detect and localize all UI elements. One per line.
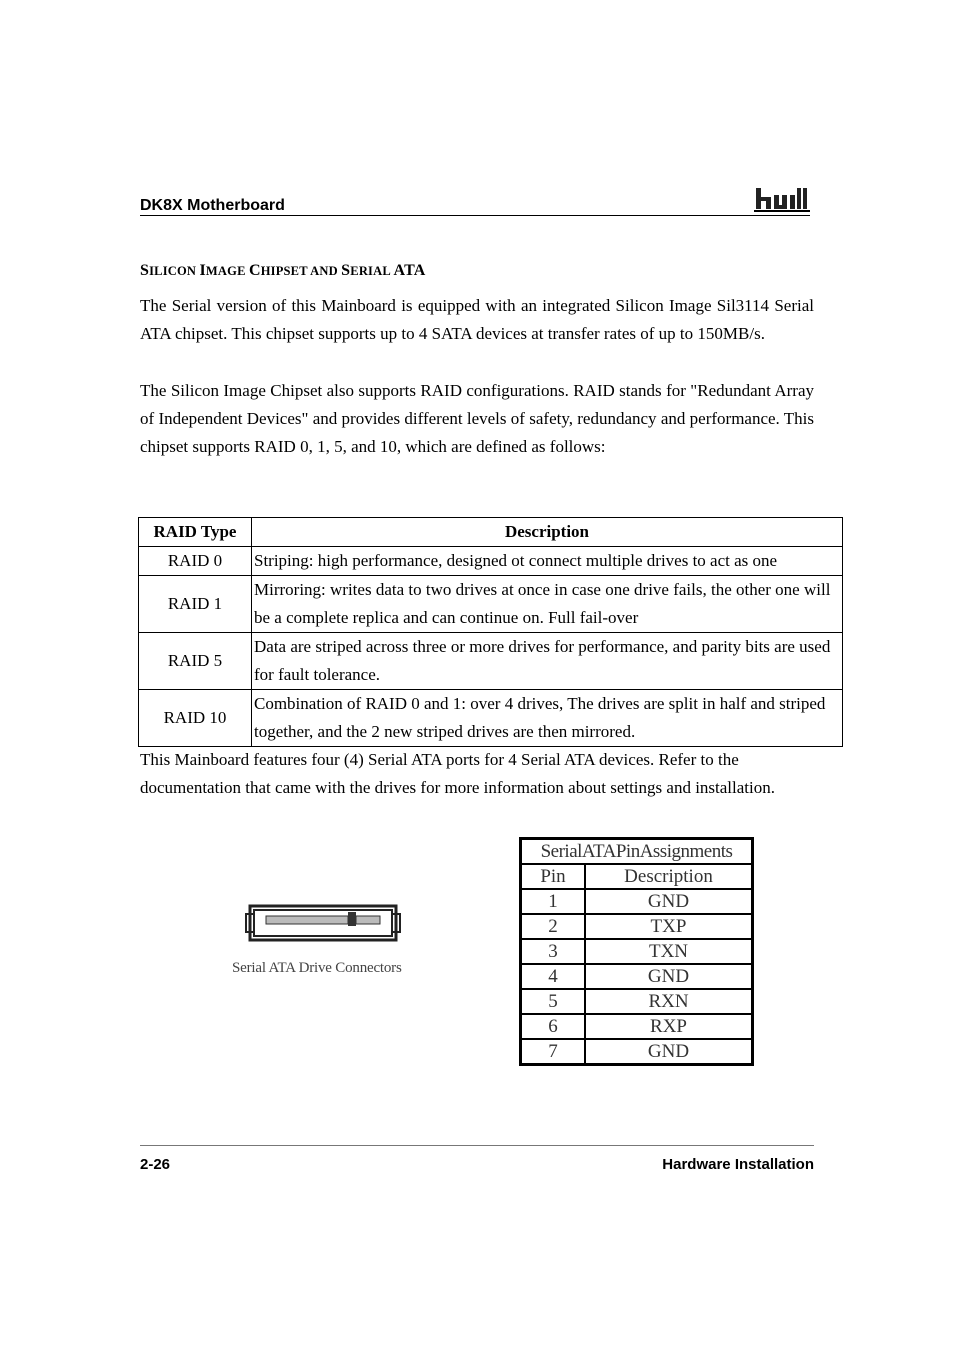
- pin-table-title-row: [521, 839, 753, 865]
- raid-type-header: RAID Type: [139, 518, 252, 547]
- raid-description-cell: Data are striped across three or more drives for performance, and parity bits are used for fault tolerance.: [252, 633, 843, 690]
- sata-paragraph: This Mainboard features four (4) Serial ATA ports for 4 Serial ATA devices. Refer to the documentation that came with the drives for more information about settings and installation.: [140, 750, 775, 797]
- pin-description: GND: [585, 1039, 753, 1065]
- section-title: [140, 262, 426, 280]
- raid-type-cell: RAID 5: [139, 633, 252, 690]
- raid-table-header: [139, 518, 843, 547]
- pin-description-header: Description: [585, 864, 753, 889]
- pin-description: RXN: [585, 989, 753, 1014]
- brand-logo: [754, 186, 810, 212]
- raid-type-cell: RAID 1: [139, 576, 252, 633]
- table-row: [139, 547, 843, 576]
- header-title: DK8X Motherboard: [140, 197, 285, 214]
- table-row: [139, 690, 843, 747]
- table-row: [521, 939, 753, 964]
- title-small-caps: ERIAL: [350, 264, 394, 278]
- title-capital: I: [199, 262, 206, 279]
- table-row: [521, 964, 753, 989]
- title-capital: S: [140, 262, 150, 279]
- pin-assignment-table: [519, 837, 754, 1066]
- footer-rule: [140, 1145, 814, 1146]
- sata-connector-diagram: [232, 900, 442, 950]
- title-small-caps: MAGE: [205, 264, 249, 278]
- pin-description: TXN: [585, 939, 753, 964]
- table-row: [521, 1014, 753, 1039]
- raid-paragraph: The Silicon Image Chipset also supports RAID configurations. RAID stands for "Redundant Array of Independent Devices" and provides different levels of safety, redundancy and performance. This chipset supports RAID 0, 1, 5, and 10, which are defined as follows:: [140, 381, 814, 456]
- pin-table-title: SerialATAPinAssignments: [521, 839, 753, 865]
- title-small-caps: ILICON: [149, 264, 200, 278]
- pin-table-header: [521, 864, 753, 889]
- pin-number: 7: [521, 1039, 586, 1065]
- table-row: [139, 633, 843, 690]
- table-row: [521, 1039, 753, 1065]
- pin-header: Pin: [521, 864, 586, 889]
- raid-description-cell: Striping: high performance, designed ot connect multiple drives to act as one: [252, 547, 843, 576]
- pin-description: GND: [585, 889, 753, 914]
- title-capital: C: [248, 262, 261, 279]
- raid-description-cell: Mirroring: writes data to two drives at once in case one drive fails, the other one will be a complete replica and can continue on. Full fail-over: [252, 576, 843, 633]
- pin-description: GND: [585, 964, 753, 989]
- table-row: [521, 889, 753, 914]
- pin-number: 6: [521, 1014, 586, 1039]
- header-rule: [140, 215, 810, 216]
- title-capital: S: [341, 262, 351, 279]
- table-row: [139, 576, 843, 633]
- raid-type-cell: RAID 0: [139, 547, 252, 576]
- pin-number: 5: [521, 989, 586, 1014]
- raid-table: [138, 517, 843, 747]
- connector-caption: Serial ATA Drive Connectors: [232, 960, 402, 976]
- pin-description: TXP: [585, 914, 753, 939]
- pin-number: 2: [521, 914, 586, 939]
- raid-type-cell: RAID 10: [139, 690, 252, 747]
- table-row: [521, 914, 753, 939]
- title-capital: ATA: [393, 262, 426, 279]
- pin-description: RXP: [585, 1014, 753, 1039]
- table-row: [521, 989, 753, 1014]
- pin-number: 3: [521, 939, 586, 964]
- pin-number: 1: [521, 889, 586, 914]
- raid-description-cell: Combination of RAID 0 and 1: over 4 drives, The drives are split in half and striped together, and the 2 new striped drives are then mirrored.: [252, 690, 843, 747]
- page-number: 2-26: [140, 1156, 171, 1173]
- raid-description-header: Description: [252, 518, 843, 547]
- title-small-caps: HIPSET AND: [260, 264, 342, 278]
- intro-paragraph: The Serial version of this Mainboard is equipped with an integrated Silicon Image Sil3114 Serial ATA chipset. This chipset supports up to 4 SATA devices at transfer rates of up to 150MB/s.: [140, 296, 814, 343]
- footer-section-name: Hardware Installation: [662, 1156, 814, 1173]
- pin-number: 4: [521, 964, 586, 989]
